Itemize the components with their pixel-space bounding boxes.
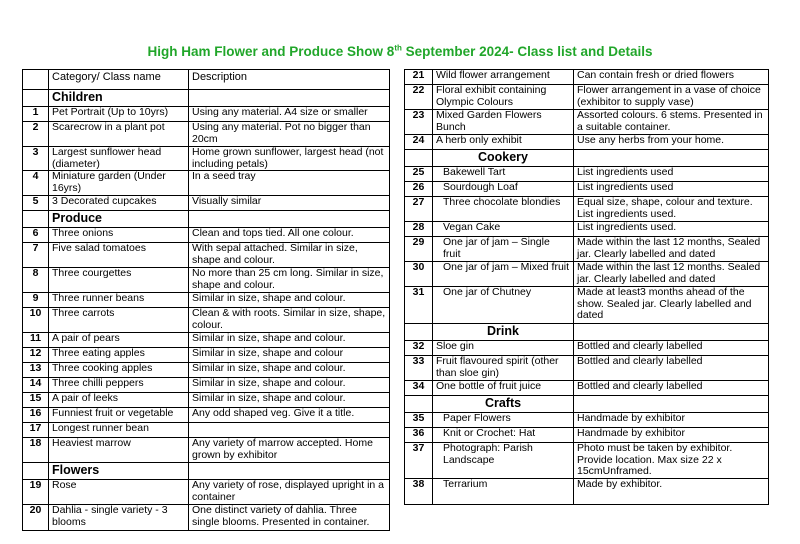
class-name: Three cooking apples [49, 363, 189, 378]
class-table-left [22, 69, 390, 531]
section-row [405, 150, 769, 167]
class-name: Three onions [49, 228, 189, 243]
class-description: Visually similar [189, 196, 390, 211]
section-description-cell [574, 150, 769, 167]
class-name: Scarecrow in a plant pot [49, 122, 189, 147]
table-row [23, 333, 390, 348]
class-number: 25 [405, 167, 433, 182]
table-row [23, 308, 390, 333]
class-number: 16 [23, 408, 49, 423]
table-row [23, 480, 390, 505]
title-main: High Ham Flower and Produce Show 8 [147, 44, 395, 59]
class-description: No more than 25 cm long. Similar in size, shape and colour. [189, 268, 390, 293]
class-number: 13 [23, 363, 49, 378]
table-row [23, 243, 390, 268]
table-row [405, 135, 769, 150]
section-title: Cookery [433, 150, 574, 167]
class-number: 37 [405, 443, 433, 479]
class-number: 27 [405, 197, 433, 222]
class-description: With sepal attached. Similar in size, shape and colour. [189, 243, 390, 268]
class-description: Bottled and clearly labelled [574, 356, 769, 381]
class-number: 11 [23, 333, 49, 348]
section-row [405, 396, 769, 413]
table-row [23, 293, 390, 308]
class-number: 20 [23, 505, 49, 531]
class-number: 14 [23, 378, 49, 393]
class-name: Floral exhibit containing Olympic Colours [433, 85, 574, 110]
table-row [405, 428, 769, 443]
table-row [405, 479, 769, 505]
class-description: In a seed tray [189, 171, 390, 196]
class-number: 33 [405, 356, 433, 381]
class-description: Made within the last 12 months. Sealed jar. Clearly labelled and dated [574, 262, 769, 287]
section-number-cell [23, 463, 49, 480]
class-description: Handmade by exhibitor [574, 413, 769, 428]
class-description: Clean and tops tied. All one colour. [189, 228, 390, 243]
section-description-cell [189, 211, 390, 228]
table-row [405, 262, 769, 287]
table-row [23, 171, 390, 196]
table-row [23, 348, 390, 363]
class-description: Using any material. Pot no bigger than 20cm [189, 122, 390, 147]
class-name: A pair of pears [49, 333, 189, 348]
class-number: 26 [405, 182, 433, 197]
class-description: List ingredients used. [574, 222, 769, 237]
class-number: 38 [405, 479, 433, 505]
class-name: 3 Decorated cupcakes [49, 196, 189, 211]
class-description: List ingredients used [574, 182, 769, 197]
class-number: 10 [23, 308, 49, 333]
class-name: Five salad tomatoes [49, 243, 189, 268]
class-description [189, 423, 390, 438]
class-name: Fruit flavoured spirit (other than sloe gin) [433, 356, 574, 381]
class-name: Vegan Cake [433, 222, 574, 237]
class-name: Terrarium [433, 479, 574, 505]
class-name: Three eating apples [49, 348, 189, 363]
class-name: One jar of Chutney [433, 287, 574, 324]
table-row [405, 287, 769, 324]
class-description: Assorted colours. 6 stems. Presented in a suitable container. [574, 110, 769, 135]
class-description: Made at least3 months ahead of the show. Sealed jar. Clearly labelled and dated [574, 287, 769, 324]
table-row [23, 228, 390, 243]
title-rest: September 2024- Class list and Details [401, 44, 653, 59]
class-description: Similar in size, shape and colour. [189, 378, 390, 393]
table-row [23, 438, 390, 463]
section-number-cell [23, 211, 49, 228]
section-title: Flowers [49, 463, 189, 480]
class-number: 19 [23, 480, 49, 505]
table-row [405, 85, 769, 110]
class-description: Flower arrangement in a vase of choice (exhibitor to supply vase) [574, 85, 769, 110]
table-row [405, 197, 769, 222]
table-row [405, 443, 769, 479]
class-name: Paper Flowers [433, 413, 574, 428]
class-name: One bottle of fruit juice [433, 381, 574, 396]
class-name: Three chocolate blondies [433, 197, 574, 222]
class-number: 1 [23, 107, 49, 122]
class-name: One jar of jam – Single fruit [433, 237, 574, 262]
class-name: Sourdough Loaf [433, 182, 574, 197]
class-number: 32 [405, 341, 433, 356]
class-number: 23 [405, 110, 433, 135]
class-name: Heaviest marrow [49, 438, 189, 463]
class-description: List ingredients used [574, 167, 769, 182]
class-name: Pet Portrait (Up to 10yrs) [49, 107, 189, 122]
class-number: 12 [23, 348, 49, 363]
header-row [23, 70, 390, 90]
class-description: Similar in size, shape and colour. [189, 333, 390, 348]
section-description-cell [189, 463, 390, 480]
class-number: 4 [23, 171, 49, 196]
section-title: Produce [49, 211, 189, 228]
table-row [23, 147, 390, 171]
title-superscript: th [394, 43, 402, 53]
class-number: 30 [405, 262, 433, 287]
class-name: Largest sunflower head (diameter) [49, 147, 189, 171]
class-name: Three carrots [49, 308, 189, 333]
table-row [405, 222, 769, 237]
class-description: Made by exhibitor. [574, 479, 769, 505]
section-title: Children [49, 90, 189, 107]
class-number: 18 [23, 438, 49, 463]
table-row [23, 378, 390, 393]
table-row [405, 381, 769, 396]
class-description: Any variety of rose, displayed upright in a container [189, 480, 390, 505]
class-name: A pair of leeks [49, 393, 189, 408]
class-number: 5 [23, 196, 49, 211]
table-row [405, 182, 769, 197]
class-description: Similar in size, shape and colour [189, 348, 390, 363]
header-category: Category/ Class name [49, 70, 189, 90]
class-number: 15 [23, 393, 49, 408]
section-row [23, 211, 390, 228]
class-name: Knit or Crochet: Hat [433, 428, 574, 443]
table-row [405, 356, 769, 381]
class-number: 2 [23, 122, 49, 147]
table-row [405, 167, 769, 182]
class-description: Handmade by exhibitor [574, 428, 769, 443]
class-name: Longest runner bean [49, 423, 189, 438]
class-name: Sloe gin [433, 341, 574, 356]
section-number-cell [405, 324, 433, 341]
class-name: One jar of jam – Mixed fruit [433, 262, 574, 287]
class-name: Bakewell Tart [433, 167, 574, 182]
section-number-cell [405, 396, 433, 413]
class-description: Bottled and clearly labelled [574, 381, 769, 396]
table-row [405, 237, 769, 262]
class-name: Three chilli peppers [49, 378, 189, 393]
class-name: Three runner beans [49, 293, 189, 308]
section-row [23, 463, 390, 480]
table-row [23, 107, 390, 122]
section-description-cell [574, 396, 769, 413]
class-description: Clean & with roots. Similar in size, shape, colour. [189, 308, 390, 333]
class-name: Mixed Garden Flowers Bunch [433, 110, 574, 135]
class-number: 8 [23, 268, 49, 293]
class-number: 6 [23, 228, 49, 243]
section-row [405, 324, 769, 341]
table-row [23, 423, 390, 438]
class-number: 9 [23, 293, 49, 308]
class-description: Any odd shaped veg. Give it a title. [189, 408, 390, 423]
table-row [23, 268, 390, 293]
class-name: Dahlia - single variety - 3 blooms [49, 505, 189, 531]
class-description: Equal size, shape, colour and texture. List ingredients used. [574, 197, 769, 222]
class-name: Funniest fruit or vegetable [49, 408, 189, 423]
class-number: 35 [405, 413, 433, 428]
class-name: Wild flower arrangement [433, 70, 574, 85]
page-title [0, 44, 800, 59]
table-row [23, 393, 390, 408]
table-row [23, 196, 390, 211]
class-number: 21 [405, 70, 433, 85]
table-row [23, 408, 390, 423]
class-description: Similar in size, shape and colour. [189, 363, 390, 378]
section-row [23, 90, 390, 107]
table-row [405, 70, 769, 85]
class-number: 29 [405, 237, 433, 262]
class-number: 34 [405, 381, 433, 396]
class-name: Rose [49, 480, 189, 505]
class-description: Similar in size, shape and colour. [189, 393, 390, 408]
class-name: Photograph: Parish Landscape [433, 443, 574, 479]
table-row [405, 110, 769, 135]
class-number: 3 [23, 147, 49, 171]
class-description: Can contain fresh or dried flowers [574, 70, 769, 85]
section-description-cell [574, 324, 769, 341]
table-row [405, 413, 769, 428]
class-number: 22 [405, 85, 433, 110]
class-number: 36 [405, 428, 433, 443]
class-description: One distinct variety of dahlia. Three single blooms. Presented in container. [189, 505, 390, 531]
class-description: Bottled and clearly labelled [574, 341, 769, 356]
class-name: Three courgettes [49, 268, 189, 293]
table-row [23, 505, 390, 531]
header-description: Description [189, 70, 390, 90]
section-number-cell [23, 90, 49, 107]
class-number: 28 [405, 222, 433, 237]
class-name: Miniature garden (Under 16yrs) [49, 171, 189, 196]
class-description: Use any herbs from your home. [574, 135, 769, 150]
class-description: Home grown sunflower, largest head (not including petals) [189, 147, 390, 171]
class-description: Any variety of marrow accepted. Home grown by exhibitor [189, 438, 390, 463]
class-name: A herb only exhibit [433, 135, 574, 150]
header-number-cell [23, 70, 49, 90]
table-row [23, 122, 390, 147]
class-number: 17 [23, 423, 49, 438]
section-number-cell [405, 150, 433, 167]
section-description-cell [189, 90, 390, 107]
class-description: Made within the last 12 months, Sealed jar. Clearly labelled and dated [574, 237, 769, 262]
class-description: Similar in size, shape and colour. [189, 293, 390, 308]
class-number: 24 [405, 135, 433, 150]
class-number: 31 [405, 287, 433, 324]
class-description: Using any material. A4 size or smaller [189, 107, 390, 122]
table-row [405, 341, 769, 356]
class-table-right [404, 69, 769, 505]
class-number: 7 [23, 243, 49, 268]
section-title: Drink [433, 324, 574, 341]
class-description: Photo must be taken by exhibitor. Provide location. Max size 22 x 15cmUnframed. [574, 443, 769, 479]
table-row [23, 363, 390, 378]
section-title: Crafts [433, 396, 574, 413]
